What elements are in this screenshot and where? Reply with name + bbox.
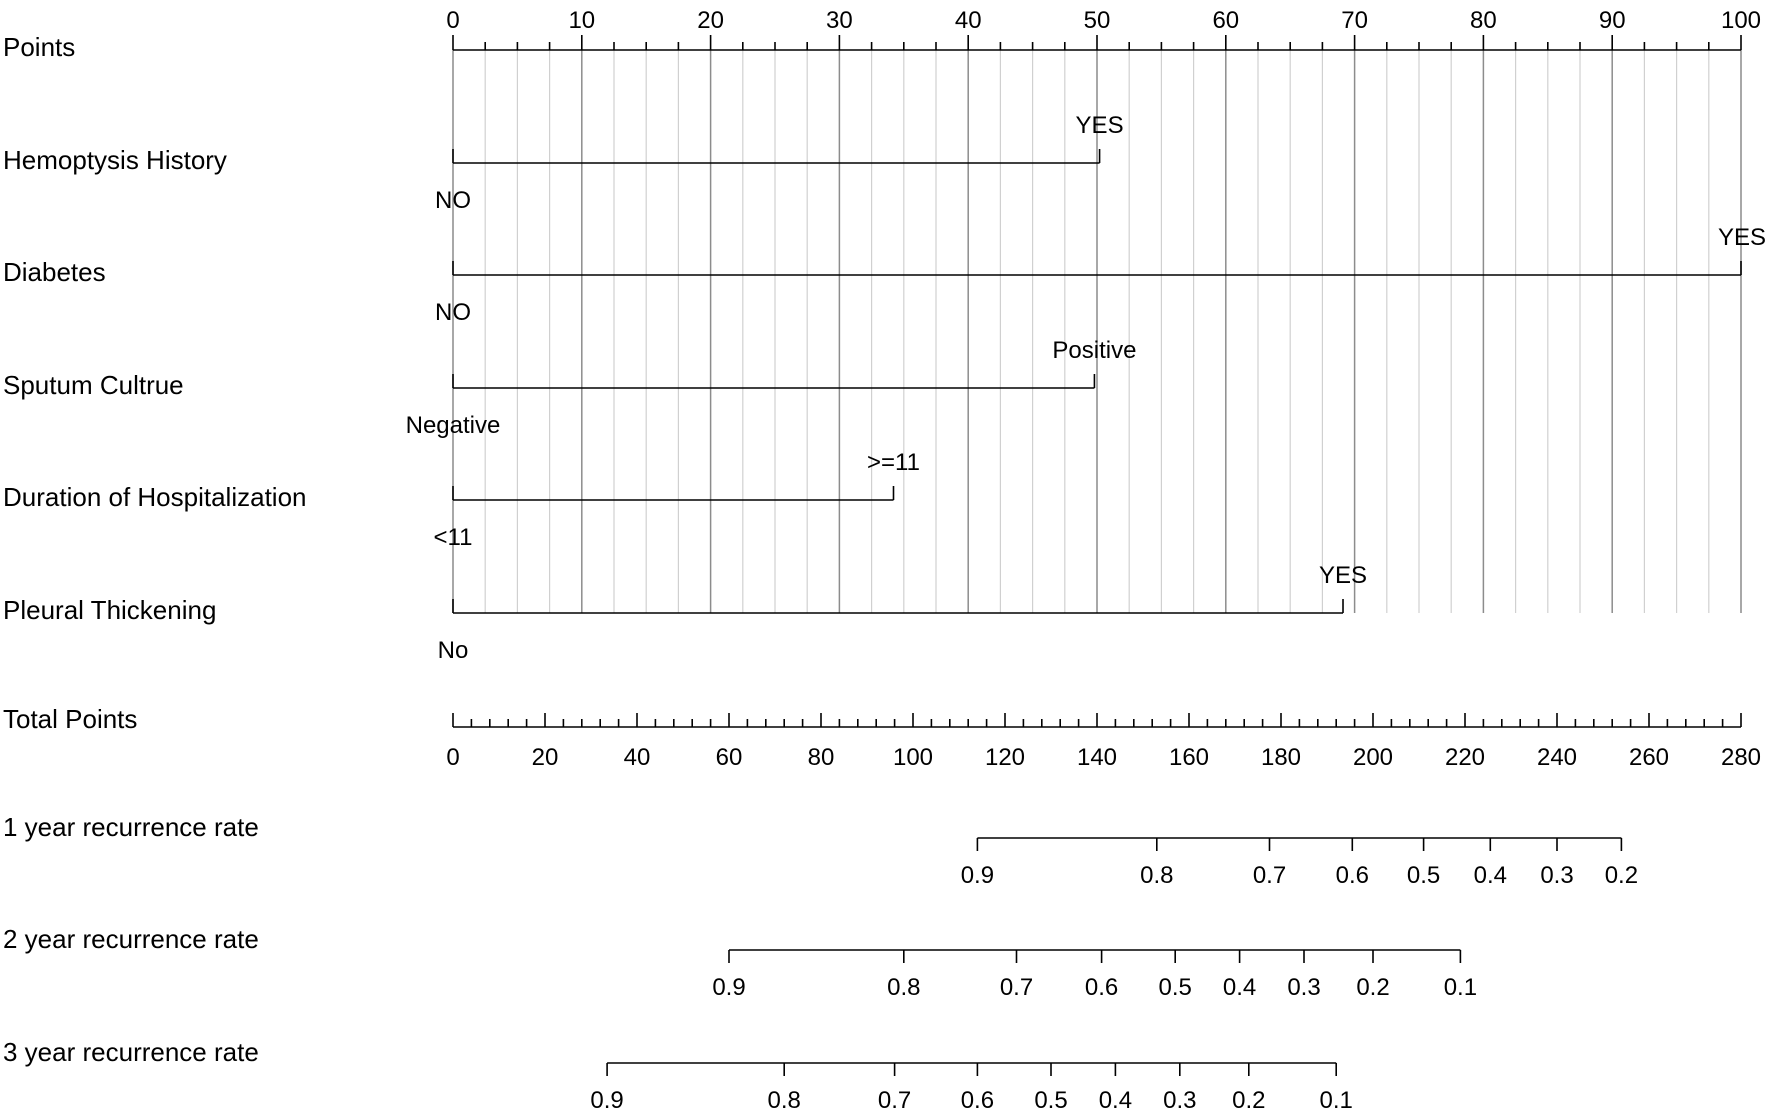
total-tick-label: 200 xyxy=(1352,744,1394,771)
outcome-tick-label: 0.8 xyxy=(1140,862,1174,889)
predictor-level-label: NO xyxy=(435,299,471,326)
total-tick-label: 240 xyxy=(1536,744,1578,771)
outcome-tick-label: 0.8 xyxy=(767,1087,801,1114)
points-tick-label: 80 xyxy=(1470,7,1497,34)
points-tick-label: 20 xyxy=(697,7,724,34)
total-tick-label: 220 xyxy=(1444,744,1486,771)
outcome-tick-label: 0.2 xyxy=(1604,862,1639,889)
outcome-tick-label: 0.4 xyxy=(1222,974,1257,1001)
points-tick-label: 70 xyxy=(1341,7,1368,34)
predictor-level-label: YES xyxy=(1717,224,1767,251)
predictor-label: Duration of Hospitalization xyxy=(3,482,307,512)
predictor-level-label: <11 xyxy=(433,524,473,551)
total-points-axis-title: Total Points xyxy=(3,704,138,734)
outcome-tick-label: 0.9 xyxy=(960,862,995,889)
total-tick-label: 100 xyxy=(892,744,934,771)
outcome-tick-label: 0.9 xyxy=(590,1087,624,1114)
points-tick-label: 50 xyxy=(1083,7,1111,34)
outcome-tick-label: 0.3 xyxy=(1540,862,1574,889)
points-tick-label: 100 xyxy=(1720,7,1762,34)
predictor-level-label: >=11 xyxy=(867,449,920,476)
outcome-tick-label: 0.7 xyxy=(877,1087,912,1114)
predictor-label: Pleural Thickening xyxy=(3,595,217,625)
total-tick-label: 140 xyxy=(1076,744,1118,771)
outcome-tick-label: 0.6 xyxy=(960,1087,995,1114)
outcome-tick-label: 0.9 xyxy=(712,974,746,1001)
outcome-tick-label: 0.2 xyxy=(1232,1087,1266,1114)
points-tick-label: 40 xyxy=(954,7,982,34)
total-tick-label: 120 xyxy=(984,744,1026,771)
outcome-tick-label: 0.3 xyxy=(1163,1087,1197,1114)
total-tick-label: 20 xyxy=(531,744,559,771)
outcome-tick-label: 0.1 xyxy=(1443,974,1478,1001)
outcome-tick-label: 0.4 xyxy=(1098,1087,1133,1114)
outcome-tick-label: 0.5 xyxy=(1158,974,1192,1001)
outcome-tick-label: 0.6 xyxy=(1084,974,1119,1001)
total-tick-label: 40 xyxy=(623,744,651,771)
outcome-axis-title: 2 year recurrence rate xyxy=(3,924,259,954)
outcome-tick-label: 0.6 xyxy=(1335,862,1369,889)
predictor-level-label: Positive xyxy=(1052,337,1137,364)
predictor-label: Hemoptysis History xyxy=(3,145,227,175)
outcome-tick-label: 0.3 xyxy=(1287,974,1321,1001)
predictor-label: Sputum Cultrue xyxy=(3,370,184,400)
outcome-tick-label: 0.8 xyxy=(887,974,921,1001)
outcome-tick-label: 0.5 xyxy=(1406,862,1441,889)
predictor-level-label: No xyxy=(437,637,469,664)
total-tick-label: 280 xyxy=(1720,744,1762,771)
outcome-tick-label: 0.2 xyxy=(1356,974,1390,1001)
points-tick-label: 30 xyxy=(826,7,853,34)
total-tick-label: 260 xyxy=(1628,744,1670,771)
total-tick-label: 80 xyxy=(807,744,835,771)
total-tick-label: 180 xyxy=(1260,744,1302,771)
points-axis-title: Points xyxy=(3,32,76,62)
predictor-label: Diabetes xyxy=(3,257,106,287)
predictor-level-label: YES xyxy=(1075,112,1124,139)
points-tick-label: 10 xyxy=(568,7,596,34)
points-tick-label: 90 xyxy=(1598,7,1626,34)
points-tick-label: 0 xyxy=(446,7,460,34)
outcome-tick-label: 0.7 xyxy=(1252,862,1287,889)
outcome-axis-title: 3 year recurrence rate xyxy=(3,1037,259,1067)
outcome-tick-label: 0.5 xyxy=(1034,1087,1068,1114)
outcome-axis-title: 1 year recurrence rate xyxy=(3,812,259,842)
total-tick-label: 160 xyxy=(1168,744,1210,771)
predictor-level-label: Negative xyxy=(405,412,501,439)
outcome-tick-label: 0.7 xyxy=(999,974,1034,1001)
points-tick-label: 60 xyxy=(1212,7,1240,34)
predictor-level-label: YES xyxy=(1318,562,1368,589)
outcome-tick-label: 0.1 xyxy=(1319,1087,1353,1114)
predictor-level-label: NO xyxy=(435,187,471,214)
labels-layer xyxy=(3,7,1766,1114)
total-tick-label: 0 xyxy=(446,744,460,771)
total-tick-label: 60 xyxy=(715,744,743,771)
outcome-tick-label: 0.4 xyxy=(1473,862,1507,889)
